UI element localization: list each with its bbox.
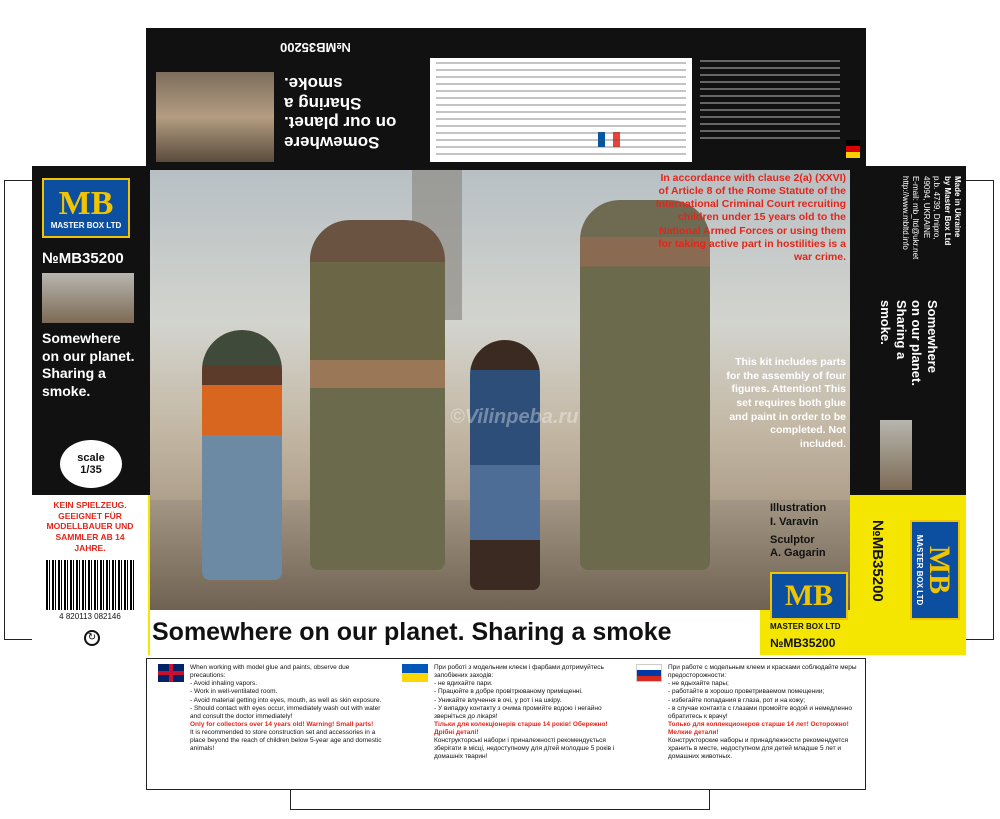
instructions-en [158, 664, 386, 753]
credits [770, 502, 850, 561]
brand-name: MASTER BOX LTD [915, 534, 925, 606]
brand-logo-text: MB [784, 579, 834, 612]
right-glue-tab [966, 180, 994, 640]
ru-item: - в случае контакта с глазами промойте водой и немедленно обратитесь к врачу! [668, 704, 853, 720]
left-glue-tab [4, 180, 32, 640]
en-warning: Only for collectors over 14 years old! Warning! Small parts! [190, 720, 374, 728]
en-outro: It is recommended to store construction set and accessories in a place beyond the reach of children below 5-year age and domestic animals! [190, 729, 382, 753]
top-flap-title [284, 72, 424, 152]
right-thumbnail [880, 420, 912, 490]
en-intro: When working with model glue and paints, observe due precautions: [190, 664, 350, 680]
brand-name-front: MASTER BOX LTD [770, 622, 841, 631]
en-item: - Avoid inhaling vapors. [190, 680, 258, 688]
left-title-line: Somewhere [42, 330, 121, 346]
brand-name: MASTER BOX LTD [50, 220, 122, 230]
age-warning-de: KEIN SPIELZEUG. GEEIGNET FÜR MODELLBAUER UND SAMMLER AB 14 JAHRE. [46, 500, 134, 553]
barcode [46, 560, 134, 610]
top-flap-thumbnail [156, 72, 274, 162]
en-item: - Avoid material getting into eyes, mouth, as well as skin exposure. [190, 696, 382, 704]
main-title: Somewhere on our planet. Sharing a smoke [152, 618, 672, 646]
made-in-line: 49094, UKRAINE [921, 176, 931, 239]
top-title-line: Somewhere [284, 133, 380, 152]
ua-warning: Тільки для колекціонерів старше 14 років! Обережно! Дрібні деталі! [434, 720, 608, 736]
ru-outro: Конструкторские наборы и принадлежности рекомендуется хранить в месте, недоступном для детей младше 5 лет и домашних животных. [668, 737, 849, 761]
top-flap-fine-print-de [700, 60, 840, 140]
made-in-line: http://www.mbltd.info [901, 176, 911, 250]
sculptor-label: Sculptor [770, 533, 815, 546]
bottom-flap-tab [290, 790, 710, 810]
brand-logo-left [42, 178, 130, 238]
right-title-line: on our planet. [909, 300, 925, 386]
figure-child-center [470, 340, 540, 590]
instructions-ua [402, 664, 624, 762]
kit-info-text: This kit includes parts for the assembly of four figures. Attention! This set requires both glue and paint in order to be completed. Not included. [726, 356, 846, 450]
left-title-line: smoke. [42, 382, 91, 399]
instructions-ru [636, 664, 858, 762]
scale-label: scale [77, 452, 105, 464]
ru-item: - работайте в хорошо проветриваемом помещении; [668, 688, 825, 696]
barcode-number: 4 820113 082146 [42, 612, 138, 621]
top-title-line: on our planet. [284, 113, 397, 133]
ua-item: - Уникайте влучення в очі, у рот і на шкіру. [434, 696, 562, 704]
scale-badge [60, 440, 122, 488]
ukraine-flag-icon [402, 664, 428, 682]
made-in-line: Made in Ukraine [953, 176, 962, 238]
figure-child-left [202, 330, 282, 580]
en-item: - Work in well-ventilated room. [190, 688, 278, 696]
ru-warning: Только для коллекционеров старше 14 лет! Осторожно! Мелкие детали! [668, 720, 849, 736]
ru-intro: При работе с модельным клеем и красками соблюдайте меры предосторожности: [668, 664, 857, 680]
ru-item: - не вдыхайте пары; [668, 680, 729, 688]
en-item: - Should contact with eyes occur, immediately wash out with water and consult the doctor immediately! [190, 704, 381, 720]
watermark: ©Vilinpeba.ru [450, 406, 579, 428]
ua-intro: При роботі з модельним клеєм і фарбами дотримуйтесь запобіжних заходів: [434, 664, 604, 680]
recycle-icon: ↻ [84, 630, 100, 646]
illustration-name: I. Varavin [770, 515, 819, 528]
brand-logo-text: MB [58, 184, 114, 222]
made-in-line: p.b. 4739, Dnipro, [932, 176, 942, 240]
brand-logo-front [770, 572, 848, 620]
made-in-text [900, 176, 962, 316]
right-title-line: Somewhere [925, 300, 940, 373]
left-title-line: Sharing a [42, 365, 106, 381]
russia-flag-icon [636, 664, 662, 682]
ua-item: - У випадку контакту з очима промийте водою і негайно зверніться до лікаря! [434, 704, 602, 720]
ua-outro: Конструкторські набори і приналежності рекомендується зберігати в місці, недоступному для дітей молодше 5 років і домашніх тварин! [434, 737, 615, 761]
brand-logo-right [910, 520, 960, 620]
right-title-line: Sharing a [893, 300, 909, 360]
ua-item: - Працюйте в добре провітрюваному приміщенні. [434, 688, 583, 696]
illustration-label: Illustration [770, 502, 827, 514]
product-code-right: №MB35200 [869, 520, 886, 602]
rome-statute-text: In accordance with clause 2(a) (XXVI) of Article 8 of the Rome Statute of the International Criminal Court recruiting children under 15 years old to the National Armed Forces or using them for taking active part in hostilities is a war crime. [655, 172, 846, 263]
product-code-left: №MB35200 [42, 250, 124, 267]
right-title-line: smoke. [878, 300, 894, 345]
top-flap-code: №MB35200 [280, 40, 351, 55]
left-title-line: on our planet. [42, 347, 135, 364]
product-code-front: №MB35200 [770, 636, 836, 650]
ru-item: - избегайте попадания в глаза, рот и на кожу; [668, 696, 806, 704]
figure-soldier-center [310, 220, 445, 570]
left-title [42, 330, 146, 400]
uk-flag-icon [158, 664, 184, 682]
scale-value: 1/35 [80, 464, 102, 476]
right-title [878, 300, 940, 410]
left-thumbnail [42, 273, 134, 323]
sculptor-name: A. Gagarin [770, 547, 826, 560]
ua-item: - не вдихайте пари. [434, 680, 493, 688]
top-title-line: Sharing a smoke. [284, 74, 362, 113]
brand-logo-text: MB [923, 545, 957, 595]
top-flap-fine-print [436, 62, 686, 158]
made-in-line: E-mail: mb_ltd@ukr.net [911, 176, 921, 260]
germany-flag-icon [846, 140, 860, 158]
made-in-line: by Master Box Ltd [942, 176, 952, 246]
